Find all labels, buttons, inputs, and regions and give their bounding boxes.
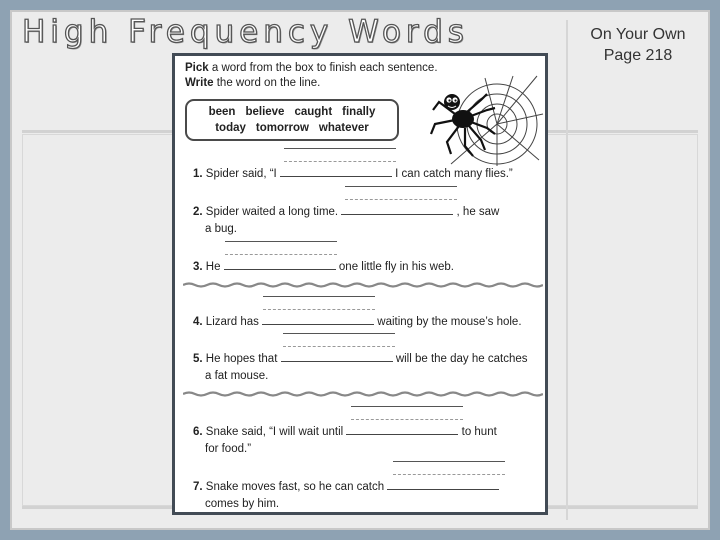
worksheet-image — [172, 53, 548, 515]
section-divider — [183, 282, 543, 288]
word-box-word: been — [208, 106, 236, 118]
sentence-6-cont: for food.” — [205, 443, 252, 455]
instruction2-bold: Write — [185, 77, 214, 89]
item-number: 5. — [193, 353, 203, 365]
sentence-text: Snake said, “I will wait until — [205, 426, 344, 438]
blank-line[interactable] — [283, 333, 395, 347]
sentence-text: Spider said, “I — [205, 168, 277, 180]
sentence-6 — [193, 424, 497, 440]
item-number: 1. — [193, 168, 203, 180]
word-box-word: today — [215, 122, 246, 134]
side-note-line2: Page 218 — [603, 47, 673, 64]
sentence-4 — [193, 314, 522, 330]
sentence-7-cont: comes by him. — [205, 498, 280, 510]
word-box-word: finally — [342, 106, 376, 118]
sentence-text: He hopes that — [205, 353, 278, 365]
instruction2-text: the word on the line. — [213, 77, 321, 89]
vertical-divider — [566, 20, 568, 520]
blank-line[interactable] — [345, 186, 457, 200]
sentence-text: to hunt — [461, 426, 497, 438]
word-box-word: whatever — [318, 122, 369, 134]
answer-line[interactable] — [281, 351, 393, 362]
word-box-word: believe — [245, 106, 285, 118]
answer-line[interactable] — [341, 204, 453, 215]
sentence-5-cont: a fat mouse. — [205, 370, 269, 382]
side-note — [578, 24, 698, 66]
instructions — [185, 61, 438, 91]
blank-line[interactable] — [351, 406, 463, 420]
slide-title: High Frequency Words — [22, 14, 469, 50]
sentence-7 — [193, 479, 499, 495]
sentence-5 — [193, 351, 528, 367]
instruction1-text: a word from the box to finish each sentence. — [208, 62, 438, 74]
answer-line[interactable] — [224, 259, 336, 270]
sentence-text: He — [205, 261, 221, 273]
blank-line[interactable] — [284, 148, 396, 162]
answer-line[interactable] — [262, 314, 374, 325]
item-number: 3. — [193, 261, 203, 273]
sentence-2 — [193, 204, 499, 220]
sentence-text: Spider waited a long time. — [205, 206, 339, 218]
sentence-text: will be the day he catches — [395, 353, 528, 365]
sentence-text: one little fly in his web. — [338, 261, 454, 273]
answer-line[interactable] — [387, 479, 499, 490]
sentence-text: , he saw — [456, 206, 500, 218]
word-box-word: tomorrow — [255, 122, 309, 134]
sentence-text: I can catch many flies.” — [395, 168, 513, 180]
sentence-text: Lizard has — [205, 316, 259, 328]
answer-line[interactable] — [280, 166, 392, 177]
word-box — [185, 99, 399, 141]
item-number: 7. — [193, 481, 203, 493]
sentence-3 — [193, 259, 454, 275]
item-number: 4. — [193, 316, 203, 328]
blank-line[interactable] — [263, 296, 375, 310]
answer-line[interactable] — [346, 424, 458, 435]
section-divider — [183, 391, 543, 397]
spider-web-icon — [425, 74, 545, 166]
sentence-2-cont: a bug. — [205, 223, 237, 235]
sentence-text: Snake moves fast, so he can catch — [205, 481, 385, 493]
blank-line[interactable] — [225, 241, 337, 255]
item-number: 2. — [193, 206, 203, 218]
side-note-line1: On Your Own — [590, 26, 686, 43]
sentence-text: waiting by the mouse’s hole. — [377, 316, 522, 328]
blank-line[interactable] — [393, 461, 505, 475]
item-number: 6. — [193, 426, 203, 438]
sentence-1 — [193, 166, 513, 182]
word-box-word: caught — [294, 106, 333, 118]
instruction1-bold: Pick — [185, 62, 209, 74]
